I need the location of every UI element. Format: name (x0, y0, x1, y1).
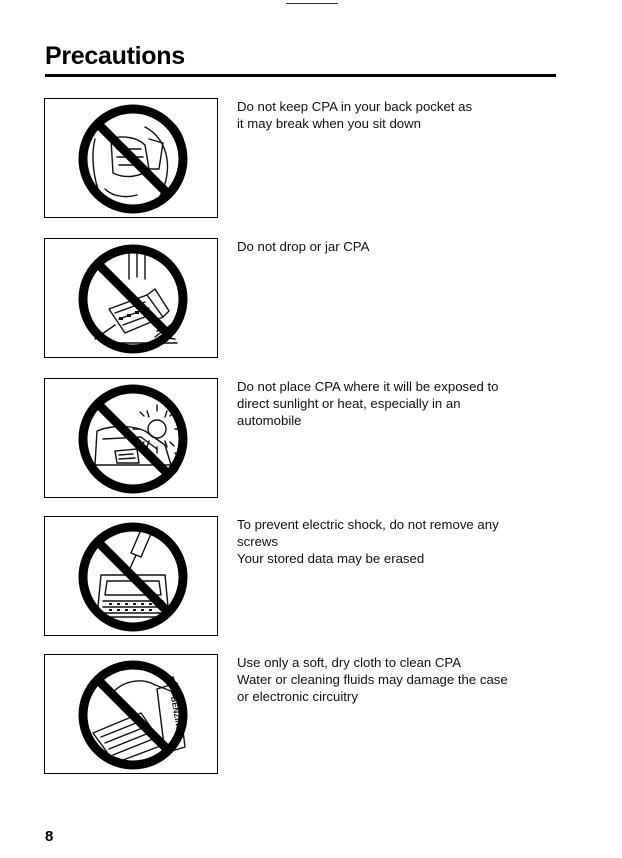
illustration-frame (44, 98, 218, 218)
illustration-frame (44, 654, 218, 774)
precaution-line: Do not keep CPA in your back pocket as (237, 99, 473, 114)
precaution-line: automobile (237, 413, 302, 428)
page-number: 8 (45, 828, 54, 845)
precaution-text (237, 98, 557, 132)
title-rule (45, 74, 556, 77)
precaution-text (237, 238, 557, 255)
precaution-line: Do not drop or jar CPA (237, 239, 370, 254)
precaution-line: Your stored data may be erased (237, 551, 425, 566)
precaution-line: Water or cleaning fluids may damage the case (237, 672, 508, 687)
no-screwdriver-icon (45, 517, 217, 635)
illustration-frame (44, 378, 218, 498)
precaution-line: or electronic circuitry (237, 689, 358, 704)
precaution-line: Do not place CPA where it will be exposed to (237, 379, 499, 394)
illustration-frame (44, 516, 218, 636)
top-rule (286, 3, 338, 4)
precaution-text (237, 516, 557, 567)
no-back-pocket-icon (45, 99, 217, 217)
precaution-line: Use only a soft, dry cloth to clean CPA (237, 655, 462, 670)
precaution-line: it may break when you sit down (237, 116, 421, 131)
page-title: Precautions (45, 42, 185, 70)
bottle-label: BENZINE (169, 695, 184, 732)
precaution-text (237, 654, 557, 705)
precaution-line: screws (237, 534, 279, 549)
illustration-frame (44, 238, 218, 358)
precaution-text (237, 378, 557, 429)
no-benzine-icon (45, 655, 217, 773)
precaution-line: To prevent electric shock, do not remove any (237, 517, 499, 532)
precaution-line: direct sunlight or heat, especially in an (237, 396, 461, 411)
no-drop-icon (45, 239, 217, 357)
no-sun-heat-icon (45, 379, 217, 497)
